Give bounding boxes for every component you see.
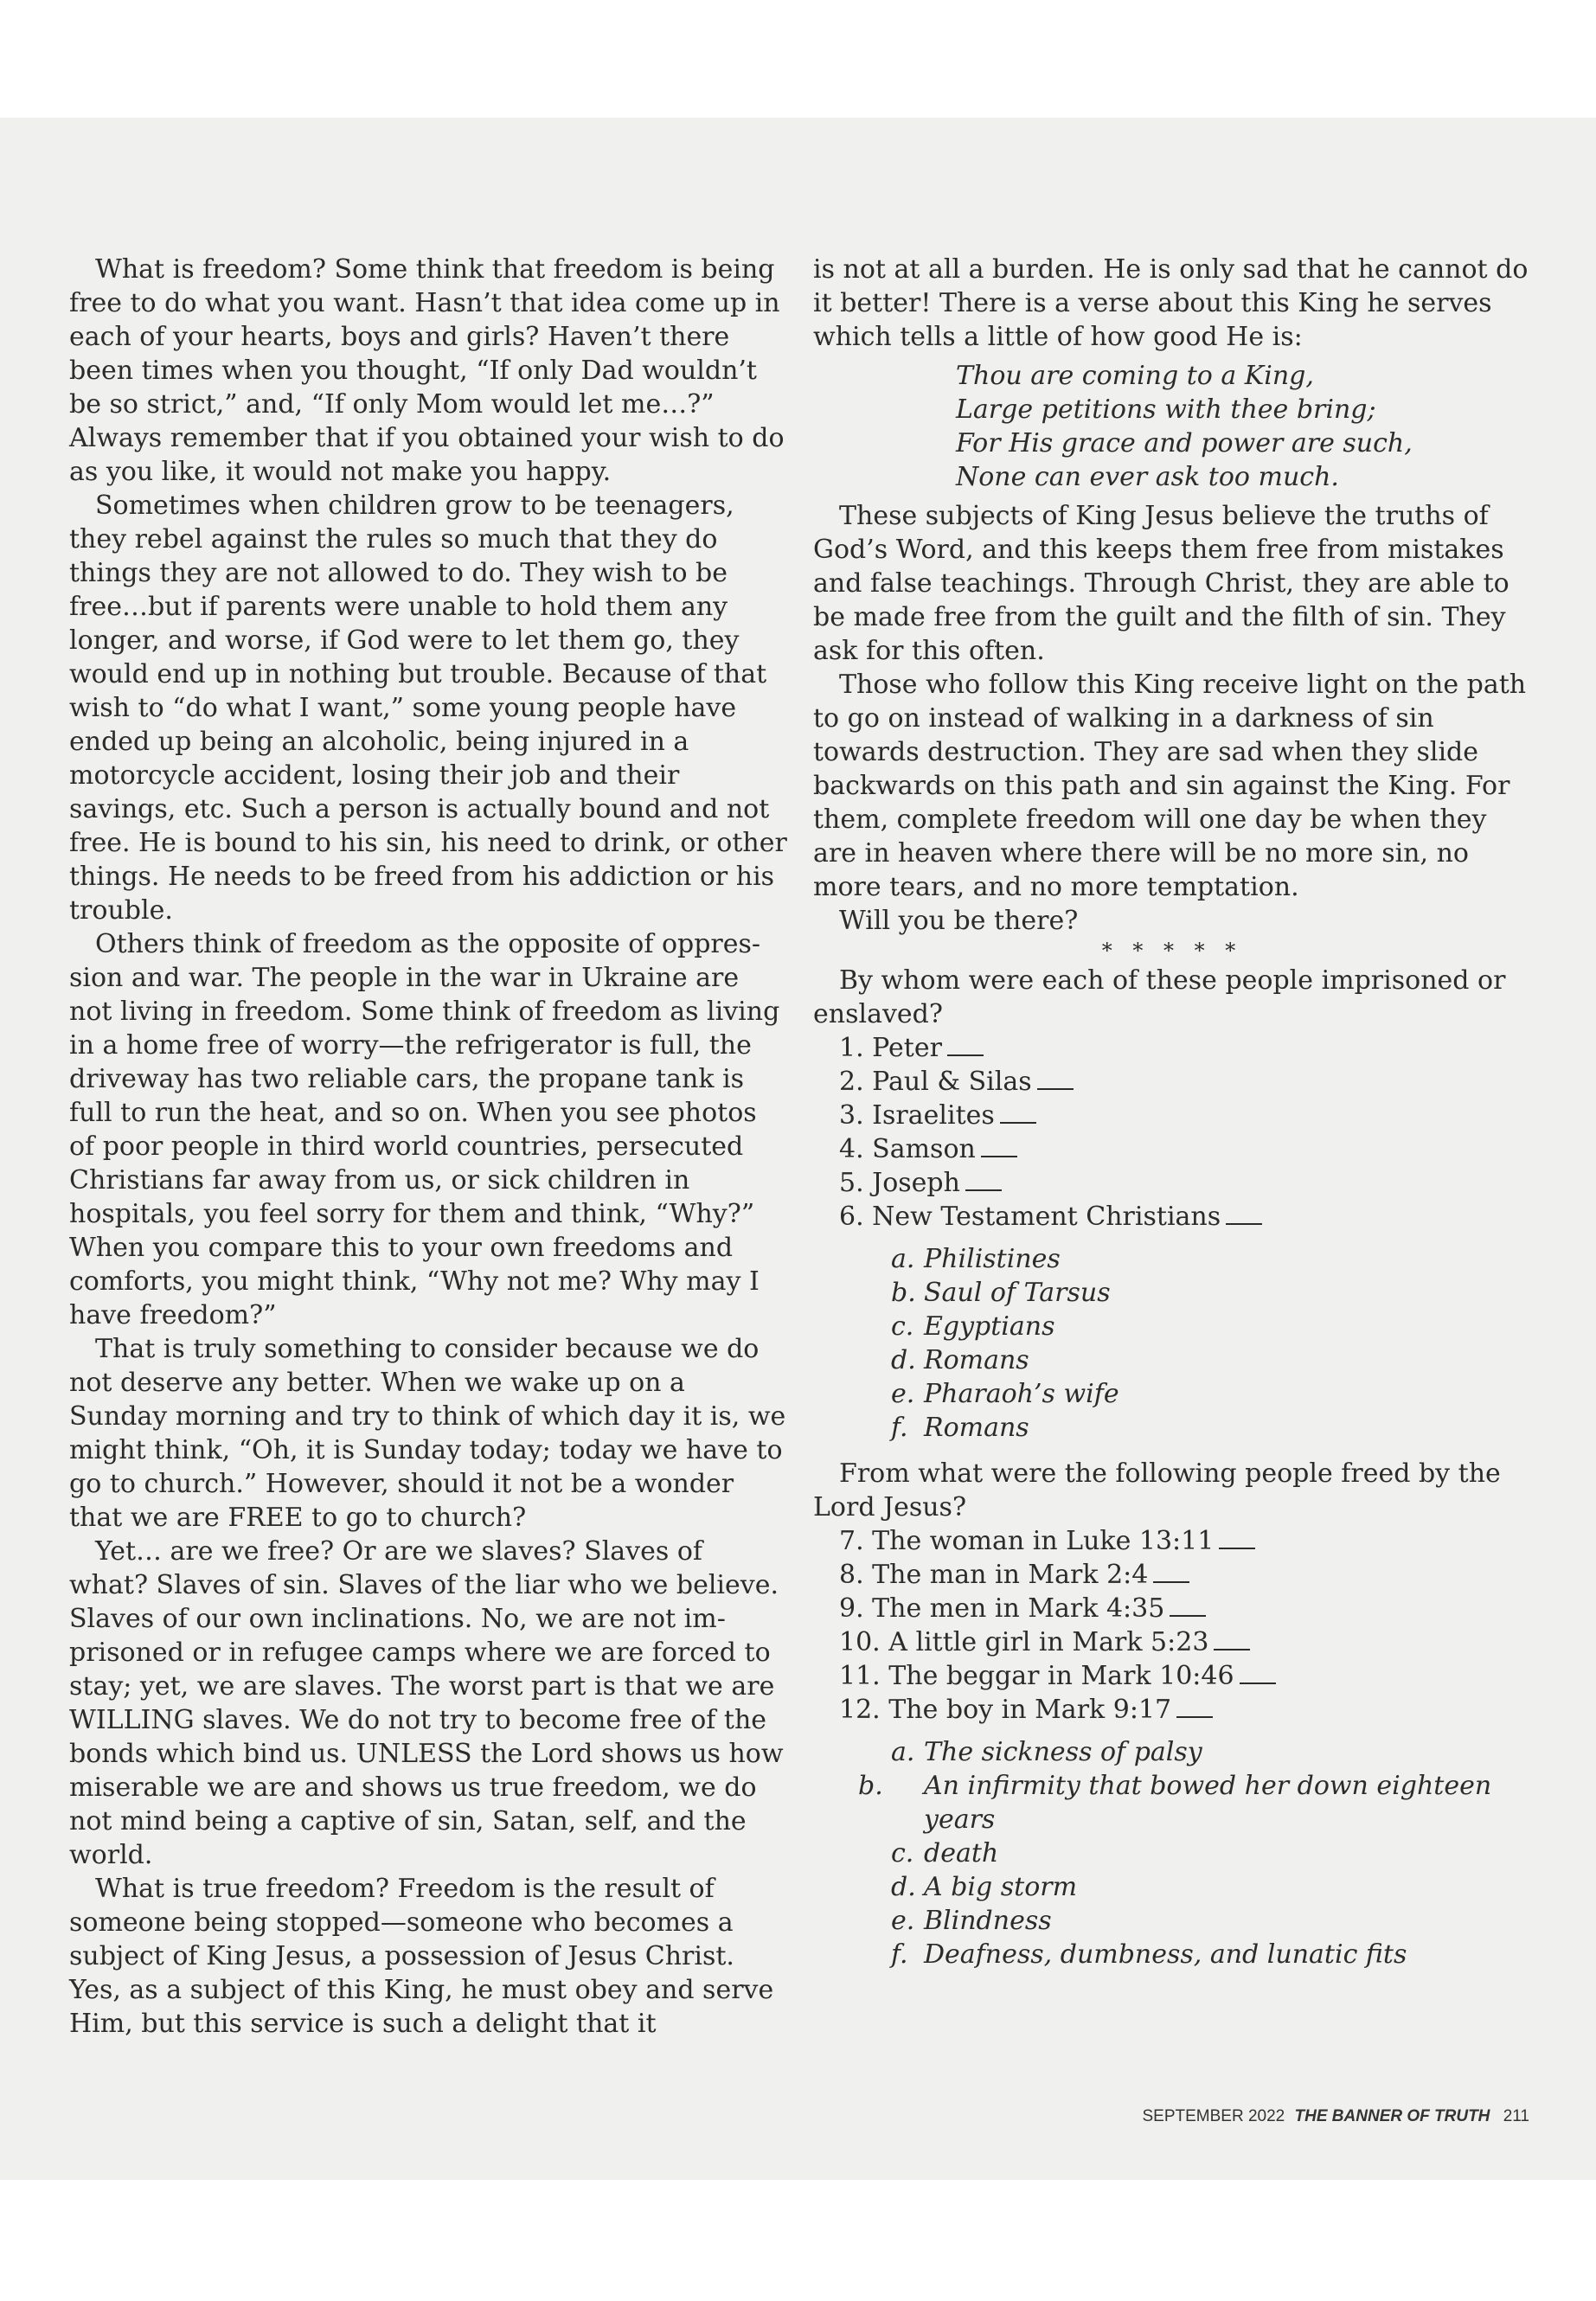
answer-letter: e. [891,1379,915,1409]
paragraph: What is true freedom? Freedom is the result of someone being stopped—someone who becomes a subject of King Jesus, a possession of Jesus Christ. Yes, as a subject of this King, he must obey and serve Him, but this service is such a delight that it [69,1874,774,2039]
question-text: The man in Mark 2:4 [872,1560,1149,1590]
question-number: 8. [839,1560,864,1590]
answer-letter: f. [891,1413,908,1443]
question-number: 2. [839,1067,864,1097]
section-separator: * * * * * [1101,939,1243,963]
answer-letter: b. [891,1278,916,1308]
answer-letter: b. [858,1771,883,1801]
answer-blank [1037,1069,1074,1090]
answer-text: Romans [924,1345,1029,1375]
question-number: 10. [839,1627,881,1657]
answer-blank [1000,1103,1036,1124]
paragraph: Those who follow this King receive light on the path to go on instead of walking in a darkness of sin towards destruction. They are sad when they slide backwards on this path and sin against the King. For them, complete freedom will one day be when they are in heaven where there will be no more sin, no more tears, and no more temptation. [813,670,1527,902]
question-text: The beggar in Mark 10:46 [888,1661,1234,1691]
quiz-question [813,1659,1531,1693]
paragraph: Sometimes when children grow to be teenagers, they rebel against the rules so much that they do things they are not allowed to do. They wish to be free…but if parents were unable to hold them any longer, and worse, if God were to let them go, they would end up in nothing but trouble. Because of that wish to “do what I want,” some young people have ended up being an alcoholic, being injured in a motorcycle accident, losing their job and their savings, etc. Such a person is actually bound and not free. He is bound to his sin, his need to drink, or other things. He needs to be freed from his addiction or his trouble. [69,490,787,926]
question-text: Israelites [872,1100,995,1131]
answer-text: Saul of Tarsus [924,1278,1111,1308]
question-number: 3. [839,1100,864,1131]
quiz2-questions [813,1524,1531,1727]
quiz-question [813,1200,1531,1234]
question-text: New Testament Christians [872,1202,1221,1232]
paragraph: Yet… are we free? Or are we slaves? Slaves of what? Slaves of sin. Slaves of the liar who we believe. Slaves of our own inclinations. No, we are not im-prisoned or in refugee camps where we are forced to stay; yet, we are slaves. The worst part is that we are WILLING slaves. We do not try to become free of the bonds which bind us. UNLESS the Lord shows us how miserable we are and shows us true freedom, we do not mind being a captive of sin, Satan, self, and the world. [69,1536,784,1870]
question-number: 4. [839,1134,864,1164]
paragraph: Will you be there? [839,906,1079,936]
quiz-question [813,1625,1531,1659]
answer-blank [947,1035,984,1056]
publication-name: THE BANNER OF TRUTH [1294,2107,1490,2125]
quiz1-prompt: By whom were each of these people imprisoned or enslaved? [813,965,1506,1029]
question-number: 5. [839,1168,864,1198]
question-number: 11. [839,1661,881,1691]
answer-blank [1240,1663,1276,1684]
question-text: Peter [872,1033,942,1063]
answer-letter: a. [891,1244,915,1274]
question-number: 1. [839,1033,864,1063]
answer-text: death [924,1838,999,1868]
question-number: 6. [839,1202,864,1232]
answer-blank [1219,1529,1255,1549]
answer-text: An infirmity that bowed her down eighteen years [924,1771,1492,1835]
page-number: 211 [1503,2107,1529,2125]
answer-text: Blindness [924,1906,1052,1936]
poem-line: None can ever ask too much. [956,462,1339,492]
answer-blank [1226,1204,1262,1225]
question-text: A little girl in Mark 5:23 [888,1627,1209,1657]
answer-text: Deafness, dumbness, and lunatic fits [924,1939,1407,1970]
answer-text: Pharaoh’s wife [924,1379,1119,1409]
quiz-question [813,1065,1531,1099]
quiz-question [813,1592,1531,1625]
answer-letter: c. [891,1838,914,1868]
answer-blank [1170,1596,1206,1617]
question-text: Samson [872,1134,976,1164]
answer-option [813,1242,1531,1276]
left-column [69,253,789,2041]
answer-option [813,1769,1531,1836]
poem [956,359,1531,494]
quiz2-answers [813,1735,1531,1971]
answer-text: The sickness of palsy [924,1737,1202,1767]
page-footer [952,2107,1529,2126]
answer-letter: c. [891,1311,914,1342]
question-number: 9. [839,1593,864,1624]
answer-option [813,1870,1531,1904]
answer-option [813,1938,1531,1971]
quiz2-prompt: From what were the following people freed by the Lord Jesus? [813,1458,1501,1522]
paragraph: That is truly something to consider because we do not deserve any better. When we wake up on a Sunday morning and try to think of which day it is, we might think, “Oh, it is Sunday today; today we have to go to church.” However, should it not be a wonder that we are FREE to go to church? [69,1334,786,1533]
answer-letter: d. [891,1872,916,1902]
question-text: Joseph [872,1168,960,1198]
quiz1-questions [813,1031,1531,1234]
poem-line: For His grace and power are such, [956,428,1413,458]
quiz-question [813,1558,1531,1592]
answer-letter: a. [891,1737,915,1767]
question-text: Paul & Silas [872,1067,1032,1097]
paragraph: What is freedom? Some think that freedom is being free to do what you want. Hasn’t that idea come up in each of your hearts, boys and girls? Haven’t there been times when you thought, “If only Dad wouldn’t be so strict,” and, “If only Mom would let me…?” Always remember that if you obtained your wish to do as you like, it would not make you happy. [69,254,785,487]
answer-option [813,1904,1531,1938]
quiz1-answers [813,1242,1531,1445]
quiz-question [813,1524,1531,1558]
question-text: The men in Mark 4:35 [872,1593,1165,1624]
right-column [813,253,1531,1984]
answer-text: A big storm [924,1872,1078,1902]
quiz-question [813,1166,1531,1200]
answer-letter: d. [891,1345,916,1375]
question-number: 12. [839,1695,881,1725]
answer-text: Romans [924,1413,1029,1443]
poem-line: Large petitions with thee bring; [956,394,1376,425]
answer-blank [1214,1630,1250,1650]
answer-text: Philistines [924,1244,1061,1274]
paragraph-continuation: is not at all a burden. He is only sad that he cannot do it better! There is a verse about this King he serves which tells a little of how good He is: [813,254,1529,352]
answer-option [813,1836,1531,1870]
poem-line: Thou are coming to a King, [956,361,1314,391]
quiz-question [813,1693,1531,1727]
quiz-question [813,1132,1531,1166]
answer-blank [981,1137,1017,1157]
quiz-question [813,1099,1531,1132]
answer-blank [1176,1697,1213,1718]
quiz-question [813,1031,1531,1065]
paragraph: These subjects of King Jesus believe the truths of God’s Word, and this keeps them free from mistakes and false teachings. Through Christ, they are able to be made free from the guilt and the filth of sin. They ask for this often. [813,501,1509,666]
answer-blank [965,1170,1002,1191]
question-text: The woman in Luke 13:11 [872,1526,1215,1556]
answer-letter: f. [891,1939,908,1970]
answer-option [813,1377,1531,1411]
answer-option [813,1276,1531,1310]
question-number: 7. [839,1526,864,1556]
answer-option [813,1735,1531,1769]
answer-option [813,1343,1531,1377]
answer-blank [1153,1562,1189,1583]
answer-option [813,1310,1531,1343]
answer-text: Egyptians [924,1311,1055,1342]
issue-date: SEPTEMBER 2022 [1142,2107,1285,2125]
answer-letter: e. [891,1906,915,1936]
answer-option [813,1411,1531,1445]
question-text: The boy in Mark 9:17 [888,1695,1172,1725]
paragraph: Others think of freedom as the opposite of oppres-sion and war. The people in the war in Ukraine are not living in freedom. Some think of freedom as living in a home free of worry—the refrigerator is full, the driveway has two reliable cars, the propane tank is full to run the heat, and so on. When you see photos of poor people in third world countries, persecuted Christians far away from us, or sick children in hospitals, you feel sorry for them and think, “Why?” When you compare this to your own freedoms and comforts, you might think, “Why not me? Why may I have freedom?” [69,929,780,1330]
